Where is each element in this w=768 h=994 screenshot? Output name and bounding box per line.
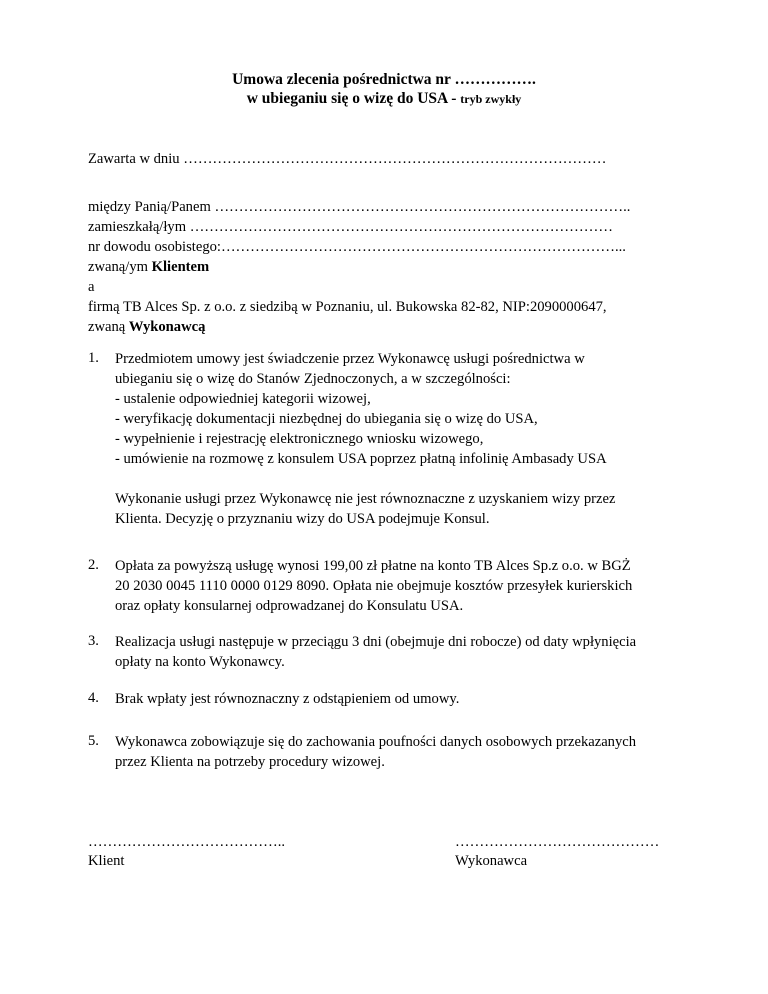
clause-line: - wypełnienie i rejestrację elektronicznego wniosku wizowego,	[115, 431, 484, 447]
party-id-line: nr dowodu osobistego:………………………………………………………………………...	[88, 239, 626, 255]
client-signature-line: …………………………………..	[88, 834, 286, 850]
clause-body	[115, 556, 678, 616]
clause-line: 20 2030 0045 1110 0000 0129 8090. Opłata nie obejmuje kosztów przesyłek kurierskich	[115, 578, 633, 594]
clause-line: - umówienie na rozmowę z konsulem USA poprzez płatną infolinię Ambasady USA	[115, 451, 607, 467]
company-line: firmą TB Alces Sp. z o.o. z siedzibą w Poznaniu, ul. Bukowska 82-82, NIP:2090000647,	[88, 299, 607, 315]
title-line-2-mode: tryb zwykły	[460, 92, 522, 106]
clause-line: ubieganiu się o wizę do Stanów Zjednoczonych, a w szczególności:	[115, 371, 511, 387]
clause-line: opłaty na konto Wykonawcy.	[115, 654, 285, 670]
clause-number: 3.	[88, 633, 99, 649]
clause-line: Opłata za powyższą usługę wynosi 199,00 zł płatne na konto TB Alces Sp.z o.o. w BGŻ	[115, 558, 631, 574]
clause-number: 1.	[88, 350, 99, 366]
concluded-on-line: Zawarta w dniu ……………………………………………………………………………	[88, 151, 607, 167]
clause-line: - weryfikację dokumentacji niezbędnej do ubiegania się o wizę do USA,	[115, 411, 538, 427]
clause-body	[115, 689, 678, 709]
company-called-line	[88, 318, 205, 337]
clause-line: oraz opłaty konsularnej odprowadzanej do Konsulatu USA.	[115, 598, 464, 614]
party-residing-line: zamieszkałą/łym ……………………………………………………………………………	[88, 219, 613, 235]
title-line-2-main: w ubieganiu się o wizę do USA -	[246, 90, 461, 107]
clause-4	[88, 689, 678, 709]
clause-line: - ustalenie odpowiedniej kategorii wizowej,	[115, 391, 371, 407]
clause-5	[88, 732, 678, 772]
clause-note-body	[115, 489, 678, 529]
title-line-1: Umowa zlecenia pośrednictwa nr …………….	[232, 71, 536, 88]
clause-number: 4.	[88, 690, 99, 706]
clause-note-line: Wykonanie usługi przez Wykonawcę nie jest równoznaczne z uzyskaniem wizy przez	[115, 491, 616, 507]
clause-line: przez Klienta na potrzeby procedury wizowej.	[115, 754, 385, 770]
party-client-called-line	[88, 258, 209, 277]
clause-body	[115, 349, 678, 469]
company-called-prefix: zwaną	[88, 319, 129, 335]
client-role-label: Klientem	[151, 259, 210, 275]
clause-line: Przedmiotem umowy jest świadczenie przez Wykonawcę usługi pośrednictwa w	[115, 351, 585, 367]
clause-1-note	[88, 489, 678, 529]
clause-line: Brak wpłaty jest równoznaczny z odstąpieniem od umowy.	[115, 691, 460, 707]
clause-line: Wykonawca zobowiązuje się do zachowania poufności danych osobowych przekazanych	[115, 734, 637, 750]
clause-2	[88, 556, 678, 616]
clause-note-line: Klienta. Decyzję o przyznaniu wizy do USA podejmuje Konsul.	[115, 511, 490, 527]
clause-body	[115, 632, 678, 672]
clause-line: Realizacja usługi następuje w przeciągu 3 dni (obejmuje dni robocze) od daty wpłynięcia	[115, 634, 637, 650]
client-called-prefix: zwaną/ym	[88, 259, 152, 275]
document-title	[0, 70, 768, 109]
clause-body	[115, 732, 678, 772]
party-between-line: między Panią/Panem …………………………………………………………………………..	[88, 199, 631, 215]
clause-number: 2.	[88, 557, 99, 573]
clause-1	[88, 349, 678, 469]
contractor-signature-label: Wykonawca	[455, 853, 528, 869]
clause-number: 5.	[88, 733, 99, 749]
party-and-line: a	[88, 279, 95, 295]
contractor-role-label: Wykonawcą	[128, 319, 206, 335]
title-line-2	[0, 89, 768, 109]
client-signature-label: Klient	[88, 853, 125, 869]
clause-3	[88, 632, 678, 672]
contractor-signature-line: ……………………………………	[455, 834, 660, 850]
